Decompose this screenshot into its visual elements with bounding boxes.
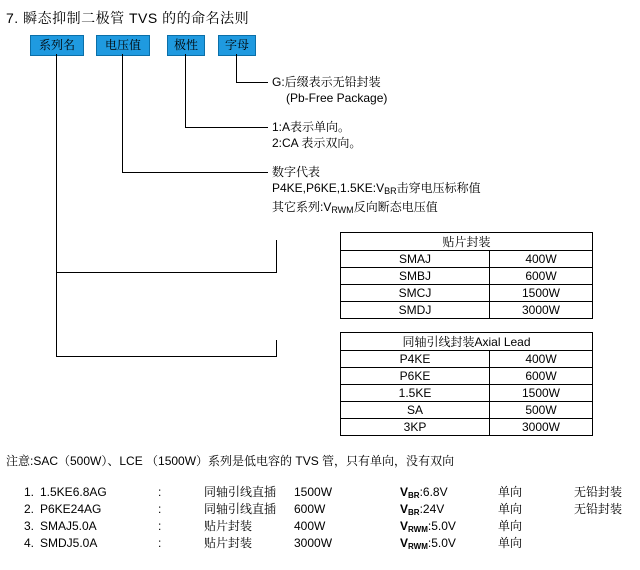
- smd-power-cell: 600W: [490, 268, 593, 285]
- example-package: 同轴引线直插: [204, 502, 277, 516]
- axial-power-cell: 400W: [490, 351, 593, 368]
- example-number: 2.: [23, 502, 34, 516]
- example-voltage-symbol: V: [400, 519, 409, 533]
- voltage-annotation-line2-b: 击穿电压标称值: [396, 181, 481, 195]
- voltage-annotation-line3-a: 其它系列:V: [272, 200, 332, 214]
- polarity-annotation-line2: 2:CA 表示双向。: [272, 136, 362, 150]
- example-voltage-subscript: RWM: [408, 542, 428, 551]
- table-row: [341, 419, 593, 436]
- example-part-number: P6KE24AG: [40, 502, 102, 516]
- example-colon: :: [158, 519, 162, 533]
- table-row: [341, 385, 593, 402]
- voltage-value-box[interactable]: 电压值: [96, 35, 150, 56]
- example-voltage-symbol: V: [400, 502, 409, 516]
- leader-line-letter-vertical: [236, 54, 237, 82]
- polarity-annotation-line1: 1:A表示单向。: [272, 120, 351, 134]
- smd-power-cell: 400W: [490, 251, 593, 268]
- leader-line-polarity-horizontal: [185, 127, 268, 128]
- voltage-annotation-line3-sub: RWM: [331, 205, 354, 215]
- leader-line-series-axial-horizontal: [56, 356, 276, 357]
- example-number: 1.: [23, 485, 34, 499]
- example-package: 同轴引线直插: [204, 485, 277, 499]
- example-colon: :: [158, 536, 162, 550]
- example-voltage-subscript: RWM: [408, 525, 428, 534]
- example-power: 400W: [294, 519, 326, 533]
- smd-table-header: 贴片封装: [341, 233, 593, 251]
- voltage-annotation-line1: 数字代表: [272, 165, 321, 179]
- table-row: [341, 302, 593, 319]
- letter-box[interactable]: 字母: [218, 35, 256, 56]
- example-number: 3.: [23, 519, 34, 533]
- leader-line-letter-horizontal: [236, 82, 268, 83]
- example-direction: 单向: [498, 502, 523, 516]
- example-voltage-subscript: BR: [408, 508, 420, 517]
- polarity-annotation: [272, 119, 361, 151]
- axial-series-cell: P6KE: [341, 368, 490, 385]
- example-direction: 单向: [498, 485, 523, 499]
- example-part-number: SMDJ5.0A: [40, 536, 98, 550]
- table-row: [341, 351, 593, 368]
- example-voltage-symbol: V: [400, 536, 409, 550]
- example-voltage-value: :24V: [419, 502, 445, 516]
- example-power: 3000W: [294, 536, 333, 550]
- voltage-annotation-line2-sub: BR: [384, 186, 397, 196]
- table-row: [341, 368, 593, 385]
- table-row: [341, 285, 593, 302]
- voltage-annotation-line3: [272, 199, 481, 218]
- smd-series-cell: SMBJ: [341, 268, 490, 285]
- axial-power-cell: 1500W: [490, 385, 593, 402]
- voltage-annotation: [272, 164, 481, 218]
- table-row: [341, 268, 593, 285]
- example-power: 600W: [294, 502, 326, 516]
- table-row: [341, 402, 593, 419]
- example-direction: 单向: [498, 519, 523, 533]
- example-colon: :: [158, 502, 162, 516]
- axial-power-cell: 3000W: [490, 419, 593, 436]
- leader-line-voltage-horizontal: [122, 172, 268, 173]
- example-voltage-value: :5.0V: [427, 519, 456, 533]
- series-name-box[interactable]: 系列名: [30, 35, 84, 56]
- example-lead: 无铅封装: [574, 502, 623, 516]
- leader-line-series-smd-horizontal: [56, 272, 276, 273]
- example-part-number: 1.5KE6.8AG: [40, 485, 107, 499]
- example-direction: 单向: [498, 536, 523, 550]
- axial-power-cell: 600W: [490, 368, 593, 385]
- axial-table-header: 同轴引线封装Axial Lead: [341, 333, 593, 351]
- leader-line-series-axial-riser: [276, 340, 277, 357]
- voltage-annotation-line2: [272, 180, 481, 199]
- suffix-annotation-line2: (Pb-Free Package): [286, 91, 388, 105]
- example-package: 贴片封装: [204, 536, 253, 550]
- smd-package-table: [340, 232, 593, 319]
- example-number: 4.: [23, 536, 34, 550]
- example-package: 贴片封装: [204, 519, 253, 533]
- smd-series-cell: SMAJ: [341, 251, 490, 268]
- suffix-annotation: [272, 74, 387, 106]
- voltage-annotation-line2-a: P4KE,P6KE,1.5KE:V: [272, 181, 385, 195]
- example-voltage-value: :6.8V: [419, 485, 448, 499]
- example-voltage: [400, 535, 456, 555]
- table-header-row: [341, 233, 593, 251]
- table-row: [341, 251, 593, 268]
- voltage-annotation-line3-b: 反向断态电压值: [353, 200, 438, 214]
- axial-series-cell: P4KE: [341, 351, 490, 368]
- axial-series-cell: SA: [341, 402, 490, 419]
- axial-package-table: [340, 332, 593, 436]
- leader-line-voltage-vertical: [122, 54, 123, 172]
- axial-series-cell: 3KP: [341, 419, 490, 436]
- axial-power-cell: 500W: [490, 402, 593, 419]
- smd-power-cell: 1500W: [490, 285, 593, 302]
- example-part-number: SMAJ5.0A: [40, 519, 97, 533]
- axial-series-cell: 1.5KE: [341, 385, 490, 402]
- example-voltage-symbol: V: [400, 485, 409, 499]
- example-voltage-value: :5.0V: [427, 536, 456, 550]
- leader-line-polarity-vertical: [185, 54, 186, 127]
- suffix-annotation-line1: G:后缀表示无铅封装: [272, 75, 381, 89]
- example-power: 1500W: [294, 485, 333, 499]
- example-colon: :: [158, 485, 162, 499]
- example-voltage-subscript: BR: [408, 491, 420, 500]
- smd-series-cell: SMCJ: [341, 285, 490, 302]
- page-title: 7. 瞬态抑制二极管 TVS 的的命名法则: [6, 10, 250, 26]
- smd-power-cell: 3000W: [490, 302, 593, 319]
- caution-note: 注意:SAC（500W）、LCE （1500W）系列是低电容的 TVS 管，只有单向，没有双向: [6, 454, 455, 468]
- smd-series-cell: SMDJ: [341, 302, 490, 319]
- table-header-row: [341, 333, 593, 351]
- leader-line-series-vertical: [56, 54, 57, 356]
- leader-line-series-smd-riser: [276, 240, 277, 273]
- example-lead: 无铅封装: [574, 485, 623, 499]
- polarity-box[interactable]: 极性: [167, 35, 205, 56]
